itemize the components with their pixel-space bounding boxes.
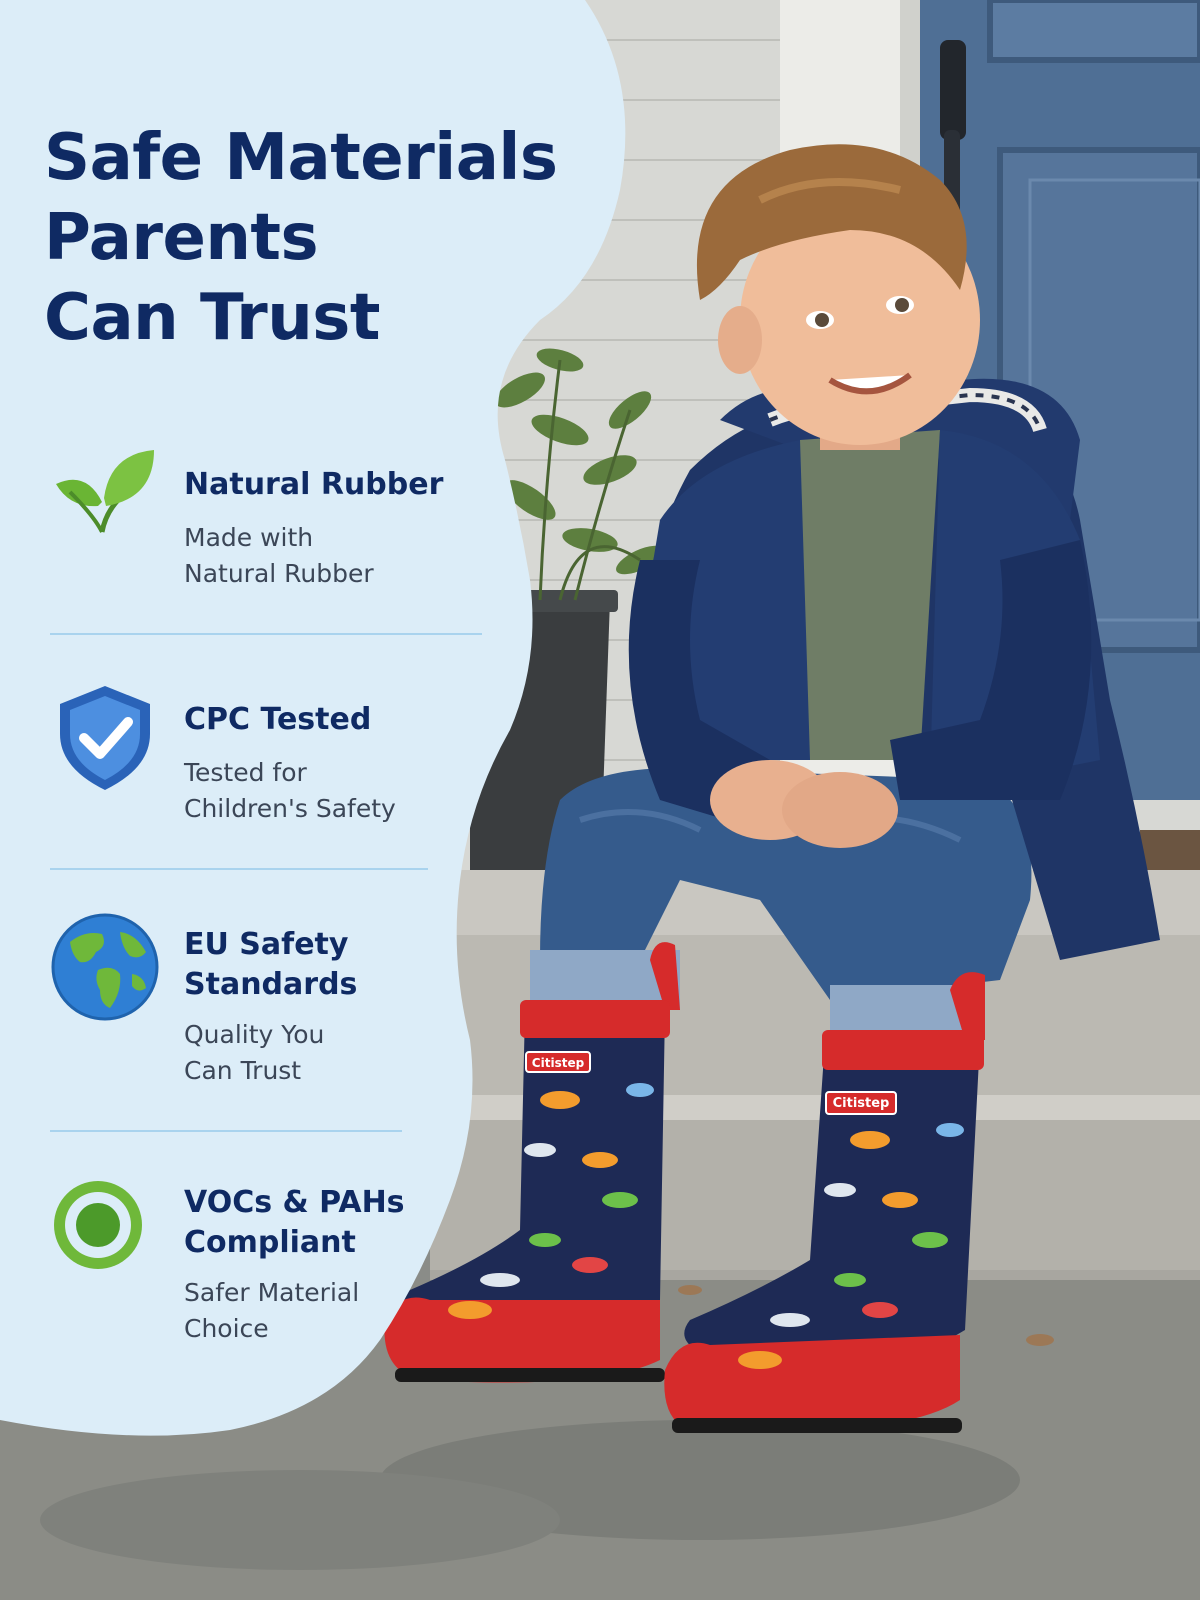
globe-icon — [50, 912, 160, 1022]
feature-description: Made with Natural Rubber — [184, 523, 374, 588]
headline — [44, 118, 604, 358]
divider — [50, 868, 428, 870]
feature-title: EU Safety Standards — [184, 927, 358, 1002]
shield-check-icon — [50, 682, 160, 792]
feature-title: VOCs & PAHs Compliant — [184, 1185, 405, 1260]
leaf-icon — [50, 440, 160, 550]
headline-line-2: Parents — [44, 201, 319, 275]
headline-line-1: Safe Materials — [44, 121, 558, 195]
divider — [50, 1130, 402, 1132]
feature-description: Quality You Can Trust — [184, 1020, 325, 1085]
feature-description: Tested for Children's Safety — [184, 758, 396, 823]
boot-brand-label-left: Citistep — [531, 1056, 585, 1070]
headline-line-3: Can Trust — [44, 281, 380, 355]
feature-title: Natural Rubber — [184, 467, 444, 502]
target-icon — [50, 1170, 160, 1280]
feature-description: Safer Material Choice — [184, 1278, 360, 1343]
divider — [50, 633, 482, 635]
feature-title: CPC Tested — [184, 702, 372, 737]
boot-brand-label-right: Citistep — [832, 1096, 890, 1111]
